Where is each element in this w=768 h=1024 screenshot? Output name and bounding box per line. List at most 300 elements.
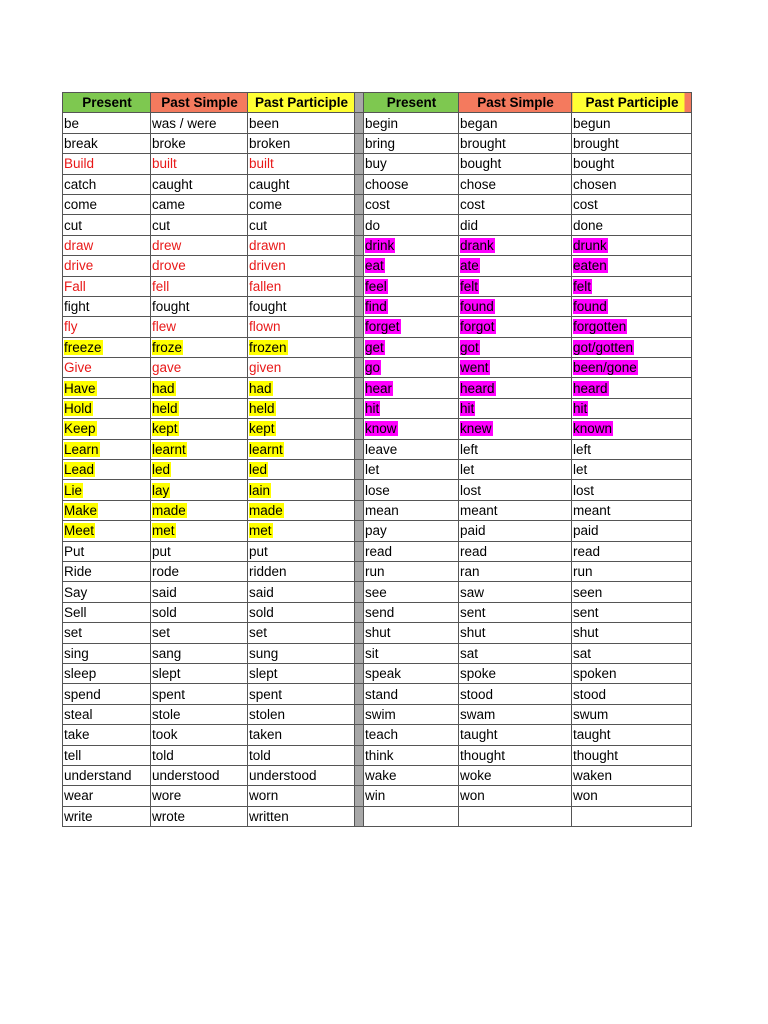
right-present-cell xyxy=(364,194,459,214)
left-present-cell xyxy=(63,725,151,745)
right-past-participle-cell xyxy=(572,623,692,643)
table-row xyxy=(63,337,692,357)
right-present-cell xyxy=(364,663,459,683)
right-past-participle-cell xyxy=(572,765,692,785)
table-row xyxy=(63,113,692,133)
right-past-participle-text: taught xyxy=(573,727,611,743)
left-past-simple-text: drove xyxy=(152,258,186,274)
right-past-simple-text: thought xyxy=(460,747,506,763)
left-present-text: break xyxy=(64,135,98,151)
table-row xyxy=(63,582,692,602)
left-past-simple-text: broke xyxy=(152,135,186,151)
left-past-simple-cell xyxy=(151,296,248,316)
right-past-simple-cell xyxy=(459,358,572,378)
left-present-cell xyxy=(63,745,151,765)
left-past-participle-text: written xyxy=(249,808,289,824)
right-past-simple-text: taught xyxy=(460,727,498,743)
left-present-text: Build xyxy=(64,156,95,172)
right-past-participle-cell xyxy=(572,154,692,174)
right-present-cell xyxy=(364,439,459,459)
left-past-simple-cell xyxy=(151,521,248,541)
left-past-participle-cell xyxy=(248,582,355,602)
right-past-simple-cell xyxy=(459,704,572,724)
right-past-participle-text: been/gone xyxy=(573,360,637,376)
left-past-participle-text: understood xyxy=(249,768,317,784)
right-past-participle-text: thought xyxy=(573,747,619,763)
right-past-participle-text: bought xyxy=(573,156,615,172)
left-present-cell xyxy=(63,602,151,622)
right-present-cell xyxy=(364,419,459,439)
left-present-text: spend xyxy=(64,686,101,702)
left-past-participle-cell xyxy=(248,684,355,704)
left-past-simple-cell xyxy=(151,317,248,337)
left-past-participle-text: held xyxy=(249,401,275,417)
left-past-simple-cell xyxy=(151,704,248,724)
right-present-text: choose xyxy=(365,176,409,192)
right-present-cell xyxy=(364,684,459,704)
table-row xyxy=(63,256,692,276)
right-past-simple-text: won xyxy=(460,788,485,804)
column-separator xyxy=(355,93,364,113)
left-past-participle-cell xyxy=(248,133,355,153)
right-present-text: cost xyxy=(365,197,390,213)
right-past-participle-cell xyxy=(572,113,692,133)
left-present-text: Lead xyxy=(64,462,95,478)
left-past-participle-cell xyxy=(248,154,355,174)
right-past-simple-text: did xyxy=(460,217,479,233)
left-past-simple-cell xyxy=(151,582,248,602)
right-present-text: wake xyxy=(365,768,397,784)
left-present-text: catch xyxy=(64,176,97,192)
left-present-text: Meet xyxy=(64,523,95,539)
column-separator xyxy=(355,663,364,683)
left-present-text: fight xyxy=(64,299,90,315)
left-past-simple-text: slept xyxy=(152,666,181,682)
column-separator xyxy=(355,398,364,418)
left-present-cell xyxy=(63,561,151,581)
left-past-participle-text: fought xyxy=(249,299,287,315)
left-present-cell xyxy=(63,194,151,214)
right-past-participle-text: won xyxy=(573,788,598,804)
header-present-left: Present xyxy=(63,93,151,113)
left-present-cell xyxy=(63,460,151,480)
right-past-simple-cell xyxy=(459,786,572,806)
right-past-participle-text: chosen xyxy=(573,176,617,192)
right-past-participle-text: brought xyxy=(573,135,619,151)
column-separator xyxy=(355,684,364,704)
left-past-simple-cell xyxy=(151,337,248,357)
left-past-participle-cell xyxy=(248,704,355,724)
right-present-text: speak xyxy=(365,666,402,682)
left-present-cell xyxy=(63,582,151,602)
left-past-simple-cell xyxy=(151,602,248,622)
right-past-simple-cell xyxy=(459,602,572,622)
right-present-cell xyxy=(364,602,459,622)
column-separator xyxy=(355,561,364,581)
left-past-participle-cell xyxy=(248,602,355,622)
column-separator xyxy=(355,215,364,235)
right-past-simple-text: got xyxy=(460,339,479,355)
left-past-simple-cell xyxy=(151,419,248,439)
left-past-simple-text: made xyxy=(152,503,186,518)
right-past-simple-cell xyxy=(459,460,572,480)
right-past-simple-cell xyxy=(459,256,572,276)
left-past-participle-cell xyxy=(248,786,355,806)
right-past-participle-cell xyxy=(572,663,692,683)
left-past-participle-cell xyxy=(248,398,355,418)
right-past-simple-text: spoke xyxy=(460,666,497,682)
left-past-participle-cell xyxy=(248,623,355,643)
right-present-text: teach xyxy=(365,727,399,743)
table-row xyxy=(63,419,692,439)
table-row xyxy=(63,215,692,235)
left-present-text: wear xyxy=(64,788,94,804)
left-past-participle-cell xyxy=(248,296,355,316)
left-present-cell xyxy=(63,296,151,316)
right-present-text: drink xyxy=(365,237,395,253)
left-past-participle-cell xyxy=(248,480,355,500)
table-row xyxy=(63,378,692,398)
right-past-participle-cell xyxy=(572,704,692,724)
right-present-text: send xyxy=(365,604,395,620)
right-past-participle-cell xyxy=(572,256,692,276)
left-past-simple-text: met xyxy=(152,523,175,539)
right-present-cell xyxy=(364,704,459,724)
left-past-participle-cell xyxy=(248,337,355,357)
right-past-participle-cell xyxy=(572,684,692,704)
right-present-text: bring xyxy=(365,135,396,151)
column-separator xyxy=(355,541,364,561)
right-present-cell xyxy=(364,276,459,296)
left-past-participle-text: frozen xyxy=(249,339,287,355)
column-separator xyxy=(355,745,364,765)
left-past-participle-cell xyxy=(248,378,355,398)
table-row xyxy=(63,174,692,194)
right-past-simple-text: found xyxy=(460,299,494,315)
column-separator xyxy=(355,133,364,153)
right-present-text: pay xyxy=(365,523,387,539)
left-past-simple-text: kept xyxy=(152,421,178,437)
left-past-participle-text: slept xyxy=(249,666,278,682)
left-past-simple-cell xyxy=(151,725,248,745)
right-present-cell xyxy=(364,113,459,133)
left-past-simple-cell xyxy=(151,378,248,398)
right-present-text: let xyxy=(365,462,380,478)
left-present-text: Give xyxy=(64,360,92,376)
right-past-simple-cell xyxy=(459,154,572,174)
right-past-simple-text: ate xyxy=(460,258,479,274)
right-past-participle-cell xyxy=(572,133,692,153)
column-separator xyxy=(355,521,364,541)
left-present-text: Ride xyxy=(64,564,92,580)
left-past-participle-text: put xyxy=(249,543,268,559)
table-row xyxy=(63,561,692,581)
right-past-participle-cell xyxy=(572,602,692,622)
right-past-simple-cell xyxy=(459,806,572,826)
right-past-participle-text: let xyxy=(573,462,588,478)
left-past-simple-cell xyxy=(151,561,248,581)
right-present-cell xyxy=(364,235,459,255)
column-separator xyxy=(355,765,364,785)
column-separator xyxy=(355,419,364,439)
right-past-simple-cell xyxy=(459,500,572,520)
left-past-participle-text: taken xyxy=(249,727,283,743)
table-row xyxy=(63,154,692,174)
right-past-simple-text: let xyxy=(460,462,475,478)
right-past-participle-cell xyxy=(572,541,692,561)
left-present-text: sleep xyxy=(64,666,97,682)
left-present-cell xyxy=(63,643,151,663)
left-past-simple-text: sang xyxy=(152,645,182,661)
right-past-participle-text: sent xyxy=(573,604,599,620)
right-past-participle-cell xyxy=(572,500,692,520)
left-past-simple-cell xyxy=(151,235,248,255)
right-past-participle-text: felt xyxy=(573,278,592,294)
left-past-participle-cell xyxy=(248,745,355,765)
left-present-cell xyxy=(63,521,151,541)
left-past-participle-text: sold xyxy=(249,604,274,620)
left-past-participle-cell xyxy=(248,276,355,296)
right-present-cell xyxy=(364,786,459,806)
left-present-text: Say xyxy=(64,584,88,600)
right-past-participle-cell xyxy=(572,582,692,602)
right-present-text: go xyxy=(365,360,381,376)
left-past-participle-cell xyxy=(248,500,355,520)
left-past-participle-text: had xyxy=(249,380,272,396)
table-row xyxy=(63,725,692,745)
right-past-participle-text: sat xyxy=(573,645,592,661)
left-past-simple-text: understood xyxy=(152,768,220,784)
right-present-cell xyxy=(364,296,459,316)
right-present-text: leave xyxy=(365,441,398,457)
left-past-participle-text: set xyxy=(249,625,268,641)
left-past-participle-cell xyxy=(248,174,355,194)
column-separator xyxy=(355,725,364,745)
left-present-text: fly xyxy=(64,319,78,335)
right-past-simple-cell xyxy=(459,337,572,357)
left-past-simple-text: wore xyxy=(152,788,182,804)
right-past-participle-text: shut xyxy=(573,625,599,641)
column-separator xyxy=(355,235,364,255)
table-row xyxy=(63,521,692,541)
right-past-simple-text: forgot xyxy=(460,319,495,335)
right-past-simple-cell xyxy=(459,419,572,439)
left-present-cell xyxy=(63,358,151,378)
left-past-simple-text: came xyxy=(152,197,186,213)
left-past-participle-cell xyxy=(248,643,355,663)
right-present-text: sit xyxy=(365,645,379,661)
left-past-simple-text: held xyxy=(152,401,178,417)
left-past-participle-cell xyxy=(248,765,355,785)
left-present-text: freeze xyxy=(64,339,102,355)
left-present-text: Keep xyxy=(64,421,96,437)
table-row xyxy=(63,133,692,153)
table-row xyxy=(63,541,692,561)
table-row xyxy=(63,276,692,296)
right-past-simple-cell xyxy=(459,174,572,194)
left-present-cell xyxy=(63,276,151,296)
right-past-participle-cell xyxy=(572,725,692,745)
left-present-cell xyxy=(63,174,151,194)
table-row xyxy=(63,623,692,643)
left-past-simple-cell xyxy=(151,398,248,418)
right-past-simple-text: chose xyxy=(460,176,497,192)
right-past-simple-text: went xyxy=(460,360,489,376)
left-past-simple-text: was / were xyxy=(152,115,217,131)
right-past-participle-cell xyxy=(572,235,692,255)
column-separator xyxy=(355,296,364,316)
right-present-text: forget xyxy=(365,319,400,335)
column-separator xyxy=(355,806,364,826)
right-past-simple-cell xyxy=(459,521,572,541)
right-past-simple-text: hit xyxy=(460,401,475,417)
left-past-simple-cell xyxy=(151,276,248,296)
right-present-cell xyxy=(364,480,459,500)
left-past-simple-text: sold xyxy=(152,604,177,620)
left-present-cell xyxy=(63,235,151,255)
right-past-participle-cell xyxy=(572,786,692,806)
right-present-text: swim xyxy=(365,706,396,722)
left-present-cell xyxy=(63,684,151,704)
table-row xyxy=(63,480,692,500)
right-past-simple-cell xyxy=(459,765,572,785)
right-past-participle-cell xyxy=(572,460,692,480)
left-past-simple-text: said xyxy=(152,584,177,600)
header-past-participle-right: Past Participle xyxy=(572,93,692,113)
right-present-cell xyxy=(364,582,459,602)
right-present-cell xyxy=(364,521,459,541)
right-past-simple-text: ran xyxy=(460,564,480,580)
left-present-cell xyxy=(63,806,151,826)
right-past-participle-cell xyxy=(572,194,692,214)
header-row xyxy=(63,93,692,113)
left-present-text: drive xyxy=(64,258,94,274)
right-past-participle-cell xyxy=(572,296,692,316)
left-past-simple-text: set xyxy=(152,625,171,641)
right-present-text: read xyxy=(365,543,393,559)
left-past-participle-text: told xyxy=(249,747,271,763)
right-past-participle-text: heard xyxy=(573,380,608,396)
left-past-participle-cell xyxy=(248,439,355,459)
left-past-simple-text: told xyxy=(152,747,174,763)
left-present-text: be xyxy=(64,115,80,131)
column-separator xyxy=(355,276,364,296)
left-present-text: Fall xyxy=(64,278,86,294)
table-row xyxy=(63,358,692,378)
table-row xyxy=(63,439,692,459)
right-past-participle-text: stood xyxy=(573,686,607,702)
right-past-simple-text: began xyxy=(460,115,498,131)
right-past-participle-text: left xyxy=(573,441,592,457)
right-present-cell xyxy=(364,460,459,480)
right-past-simple-cell xyxy=(459,745,572,765)
right-past-participle-cell xyxy=(572,521,692,541)
right-past-participle-text: lost xyxy=(573,482,595,498)
right-past-participle-cell xyxy=(572,643,692,663)
right-past-participle-text: drunk xyxy=(573,237,607,253)
left-past-simple-cell xyxy=(151,215,248,235)
left-past-participle-text: stolen xyxy=(249,706,286,722)
right-past-simple-text: woke xyxy=(460,768,492,784)
right-present-text: begin xyxy=(365,115,399,131)
left-present-cell xyxy=(63,215,151,235)
right-past-simple-cell xyxy=(459,113,572,133)
right-present-text: buy xyxy=(365,156,387,172)
right-present-cell xyxy=(364,317,459,337)
left-past-participle-cell xyxy=(248,358,355,378)
right-past-participle-cell xyxy=(572,439,692,459)
right-present-text: see xyxy=(365,584,387,600)
right-present-cell xyxy=(364,500,459,520)
left-past-participle-cell xyxy=(248,194,355,214)
right-present-cell xyxy=(364,398,459,418)
right-present-text: hear xyxy=(365,380,393,396)
right-past-simple-cell xyxy=(459,194,572,214)
left-present-text: sing xyxy=(64,645,89,661)
column-separator xyxy=(355,643,364,663)
column-separator xyxy=(355,704,364,724)
left-past-simple-cell xyxy=(151,480,248,500)
right-past-simple-cell xyxy=(459,623,572,643)
right-present-cell xyxy=(364,806,459,826)
table-row xyxy=(63,704,692,724)
column-separator xyxy=(355,500,364,520)
right-past-participle-cell xyxy=(572,561,692,581)
left-past-simple-cell xyxy=(151,358,248,378)
left-past-participle-text: sung xyxy=(249,645,279,661)
left-present-cell xyxy=(63,256,151,276)
right-past-simple-cell xyxy=(459,378,572,398)
right-past-participle-text: done xyxy=(573,217,604,233)
right-past-participle-text: hit xyxy=(573,401,588,417)
left-present-cell xyxy=(63,133,151,153)
right-past-simple-text: brought xyxy=(460,135,506,151)
left-present-cell xyxy=(63,317,151,337)
right-present-cell xyxy=(364,745,459,765)
right-past-participle-cell xyxy=(572,174,692,194)
left-past-participle-text: kept xyxy=(249,421,275,437)
right-past-participle-cell xyxy=(572,480,692,500)
left-present-cell xyxy=(63,154,151,174)
left-past-participle-text: led xyxy=(249,462,268,478)
right-present-text: hit xyxy=(365,401,380,417)
right-past-simple-text: cost xyxy=(460,197,485,213)
column-separator xyxy=(355,256,364,276)
right-past-participle-text: meant xyxy=(573,503,611,518)
left-past-participle-cell xyxy=(248,215,355,235)
table-row xyxy=(63,500,692,520)
left-present-text: draw xyxy=(64,237,94,253)
left-past-simple-cell xyxy=(151,541,248,561)
right-past-participle-text: known xyxy=(573,421,613,437)
left-past-simple-text: led xyxy=(152,462,171,478)
right-past-simple-text: felt xyxy=(460,278,479,294)
right-present-text: run xyxy=(365,564,385,580)
right-present-cell xyxy=(364,561,459,581)
right-present-cell xyxy=(364,541,459,561)
left-present-cell xyxy=(63,337,151,357)
column-separator xyxy=(355,113,364,133)
column-separator xyxy=(355,154,364,174)
header-past-simple-right: Past Simple xyxy=(459,93,572,113)
left-present-cell xyxy=(63,398,151,418)
right-past-simple-cell xyxy=(459,439,572,459)
right-past-simple-text: lost xyxy=(460,482,482,498)
table-row xyxy=(63,398,692,418)
left-present-text: Learn xyxy=(64,441,99,457)
right-past-simple-text: shut xyxy=(460,625,486,641)
right-present-text: stand xyxy=(365,686,399,702)
